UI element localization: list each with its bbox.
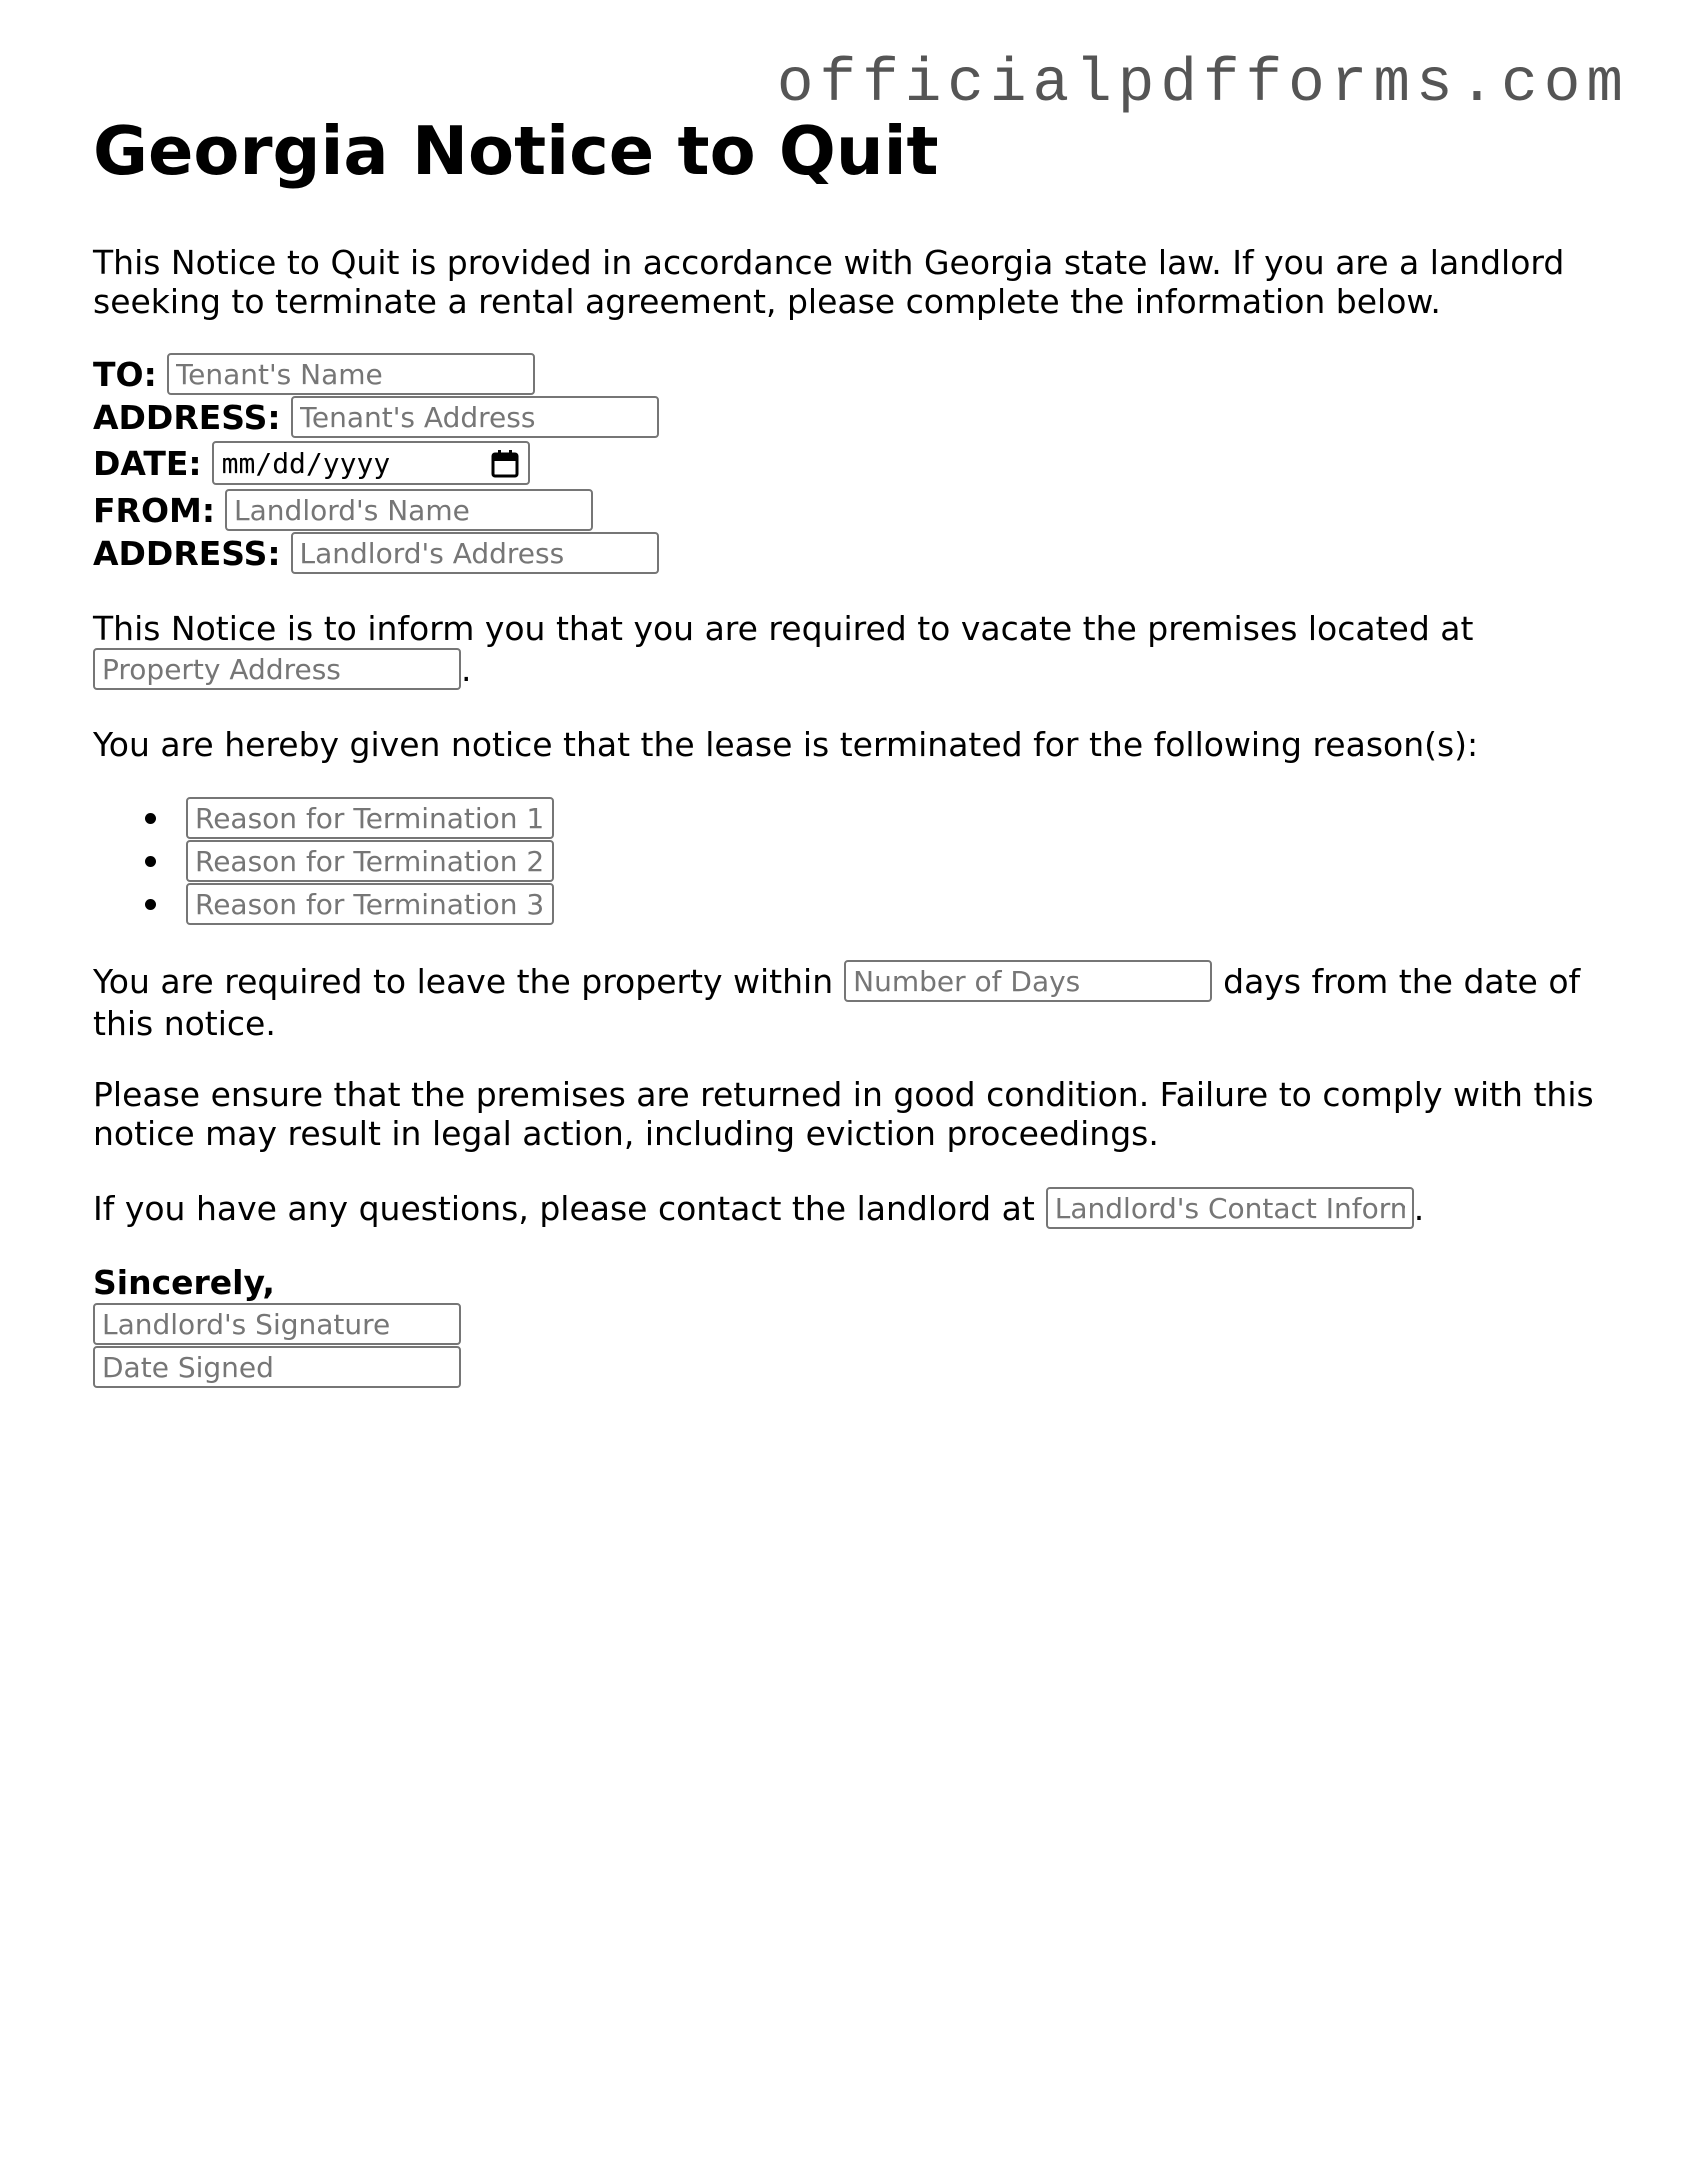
to-label: TO: bbox=[93, 354, 157, 394]
watermark: officialpdfforms.com bbox=[776, 50, 1629, 119]
date-signed-row bbox=[93, 1346, 461, 1388]
landlord-name-input[interactable] bbox=[225, 489, 593, 531]
condition-paragraph bbox=[93, 1075, 1594, 1153]
days-line-2: this notice. bbox=[93, 1004, 276, 1043]
tenant-address-input[interactable] bbox=[291, 396, 659, 438]
contact-row bbox=[93, 1187, 1424, 1229]
date-row bbox=[93, 440, 530, 486]
intro-line-2: seeking to terminate a rental agreement, please complete the information below. bbox=[93, 282, 1441, 321]
tenant-name-input[interactable] bbox=[167, 353, 535, 395]
date-label: DATE: bbox=[93, 443, 202, 483]
intro-line-1: This Notice to Quit is provided in accordance with Georgia state law. If you are a landlord bbox=[93, 243, 1565, 282]
bullet-icon bbox=[145, 899, 156, 910]
sincerely-label: Sincerely, bbox=[93, 1263, 275, 1302]
contact-text: If you have any questions, please contact the landlord at bbox=[93, 1188, 1035, 1228]
landlord-address-label: ADDRESS: bbox=[93, 533, 281, 573]
landlord-contact-input[interactable] bbox=[1046, 1187, 1414, 1229]
reason-input-1[interactable] bbox=[186, 797, 554, 839]
landlord-address-row bbox=[93, 532, 659, 574]
reasons-intro: You are hereby given notice that the lease is terminated for the following reason(s): bbox=[93, 725, 1479, 764]
date-input[interactable] bbox=[212, 441, 530, 485]
property-period: . bbox=[461, 649, 472, 689]
landlord-signature-input[interactable] bbox=[93, 1303, 461, 1345]
property-address-input[interactable] bbox=[93, 648, 461, 690]
days-text-after: days from the date of bbox=[1223, 961, 1581, 1001]
bullet-icon bbox=[145, 856, 156, 867]
page-title: Georgia Notice to Quit bbox=[93, 112, 939, 190]
date-placeholder: mm/dd/yyyy bbox=[221, 446, 391, 480]
to-row bbox=[93, 353, 535, 395]
list-item bbox=[145, 840, 554, 882]
signature-row bbox=[93, 1303, 461, 1345]
number-of-days-input[interactable] bbox=[844, 960, 1212, 1002]
list-item bbox=[145, 883, 554, 925]
tenant-address-row bbox=[93, 396, 659, 438]
tenant-address-label: ADDRESS: bbox=[93, 397, 281, 437]
landlord-address-input[interactable] bbox=[291, 532, 659, 574]
list-item bbox=[145, 797, 554, 839]
from-row bbox=[93, 489, 593, 531]
bullet-icon bbox=[145, 813, 156, 824]
reason-input-3[interactable] bbox=[186, 883, 554, 925]
reason-input-2[interactable] bbox=[186, 840, 554, 882]
calendar-icon[interactable] bbox=[490, 448, 520, 478]
from-label: FROM: bbox=[93, 490, 216, 530]
condition-line-2: notice may result in legal action, including eviction proceedings. bbox=[93, 1114, 1159, 1153]
days-text-before: You are required to leave the property within bbox=[93, 961, 834, 1001]
days-row bbox=[93, 960, 1580, 1002]
intro-paragraph bbox=[93, 243, 1564, 321]
vacate-text: This Notice is to inform you that you are required to vacate the premises located at bbox=[93, 609, 1474, 648]
condition-line-1: Please ensure that the premises are returned in good condition. Failure to comply with this bbox=[93, 1075, 1594, 1114]
contact-period: . bbox=[1413, 1188, 1425, 1228]
date-signed-input[interactable] bbox=[93, 1346, 461, 1388]
property-row bbox=[93, 648, 472, 690]
